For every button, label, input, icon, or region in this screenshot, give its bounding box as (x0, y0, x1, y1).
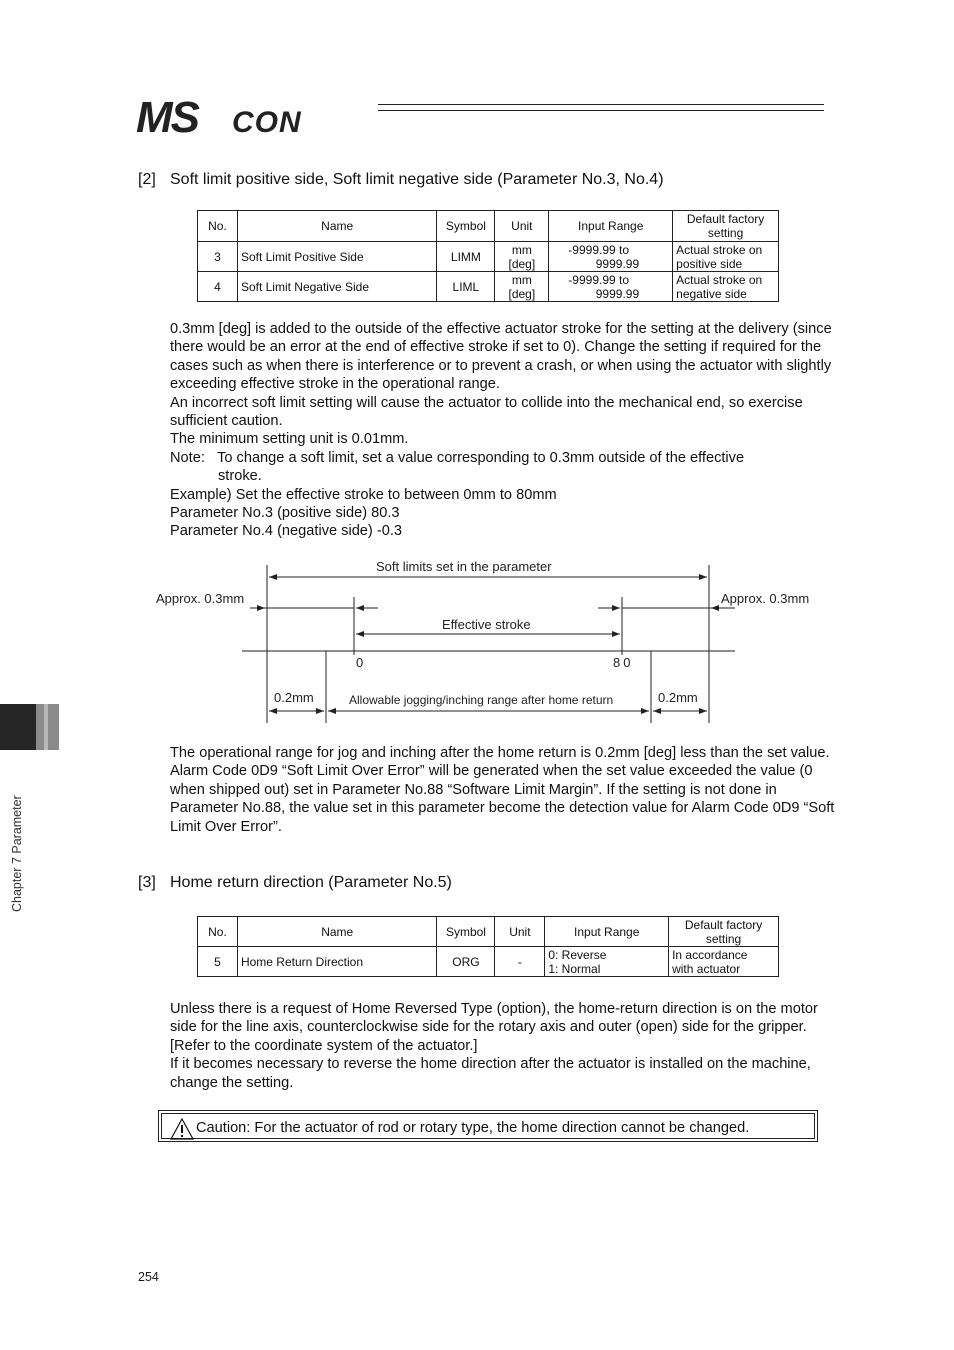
soft-limit-table (197, 210, 779, 302)
header-input-range: Input Range (545, 917, 669, 947)
section-2-after-body (170, 744, 846, 836)
cell-default (673, 272, 779, 302)
header-unit: Unit (495, 917, 545, 947)
caution-inner-border (161, 1113, 815, 1139)
cell-unit: - (495, 947, 545, 977)
mscon-logo (136, 94, 376, 140)
cell-range (549, 272, 673, 302)
default-line-1: Actual stroke on (676, 272, 763, 287)
header-name: Name (237, 917, 437, 947)
header-symbol: Symbol (437, 211, 495, 242)
default-line-1: In accordance (672, 947, 748, 962)
header-default: Default factory setting (673, 211, 779, 242)
paragraph: Alarm Code 0D9 “Soft Limit Over Error” will be generated when the set value exceeded the value (0 when shipped out) set in Parameter No.88 “Software Limit Margin”. If the setting is not done in Parameter No.88, the value set in this parameter become the detection value for Alarm Code 0D9 “Soft Limit Over Error”. (170, 763, 835, 835)
header-symbol: Symbol (437, 917, 495, 947)
default-line-1: Actual stroke on (676, 242, 763, 257)
range-line-1: -9999.99 to (568, 272, 630, 287)
page-number: 254 (138, 1270, 159, 1284)
default-line-2: positive side (676, 256, 743, 271)
logo-ms: MS (136, 94, 198, 140)
left-margin-label: 0.2mm (274, 690, 314, 705)
example-line: Example) Set the effective stroke to between 0mm to 80mm (170, 486, 557, 503)
section-2-heading (138, 171, 664, 189)
range-line-2: 9999.99 (595, 286, 640, 301)
section-3-body (170, 1000, 846, 1092)
logo-con: CON (232, 106, 302, 139)
cell-no: 4 (198, 272, 238, 302)
cell-no: 3 (198, 242, 238, 272)
soft-limit-diagram (150, 555, 830, 730)
table-row (198, 242, 779, 272)
section-2-body (170, 320, 846, 541)
note-continuation: stroke. (218, 468, 262, 485)
approx-right-label: Approx. 0.3mm (721, 591, 810, 606)
approx-left-label: Approx. 0.3mm (156, 591, 245, 606)
cell-symbol: LIMM (437, 242, 495, 272)
paragraph: If it becomes necessary to reverse the home direction after the actuator is installed on the machine, change the setting. (170, 1056, 811, 1091)
chapter-tab-block (0, 704, 36, 750)
table-row (198, 272, 779, 302)
section-3-heading (138, 874, 452, 892)
table-header-row (198, 917, 779, 947)
cell-name: Soft Limit Positive Side (237, 242, 436, 272)
header-rule (378, 104, 824, 116)
chapter-label (6, 764, 30, 914)
header-unit: Unit (495, 211, 549, 242)
paragraph: An incorrect soft limit setting will cause the actuator to collide into the mechanical end, so exercise sufficient caution. (170, 394, 803, 430)
note-text: To change a soft limit, set a value corresponding to 0.3mm outside of the effective (217, 449, 745, 466)
chapter-label-text: Chapter 7 Parameter (10, 795, 24, 912)
cell-unit: mm [deg] (495, 272, 549, 302)
home-return-table (197, 916, 779, 977)
cell-range (545, 947, 669, 977)
note-label: Note: (170, 449, 205, 466)
cell-symbol: LIML (437, 272, 495, 302)
zero-label: 0 (356, 655, 364, 670)
range-line-2: 1: Normal (548, 961, 601, 976)
range-line-1: 0: Reverse (548, 947, 607, 962)
cell-range (549, 242, 673, 272)
cell-default (669, 947, 779, 977)
jog-range-label: Allowable jogging/inching range after home return (349, 693, 614, 707)
paragraph: The minimum setting unit is 0.01mm. (170, 431, 409, 448)
range-line-1: -9999.99 to (568, 242, 630, 257)
paragraph: The operational range for jog and inching after the home return is 0.2mm [deg] less than the set value. (170, 745, 830, 761)
section-title: Soft limit positive side, Soft limit negative side (Parameter No.3, No.4) (170, 171, 664, 188)
right-margin-label: 0.2mm (658, 690, 698, 705)
effective-stroke-label: Effective stroke (442, 617, 531, 632)
soft-limits-label: Soft limits set in the parameter (376, 559, 552, 574)
section-number: [3] (138, 874, 156, 891)
caution-text: Caution: For the actuator of rod or rotary type, the home direction cannot be changed. (196, 1120, 750, 1136)
cell-unit: mm [deg] (495, 242, 549, 272)
table-header-row (198, 211, 779, 242)
cell-name: Home Return Direction (237, 947, 437, 977)
example-line: Parameter No.3 (positive side) 80.3 (170, 505, 400, 522)
header-name: Name (237, 211, 436, 242)
default-line-2: negative side (676, 286, 747, 301)
warning-triangle-icon (170, 1118, 194, 1140)
section-number: [2] (138, 171, 156, 188)
cell-no: 5 (198, 947, 238, 977)
cell-default (673, 242, 779, 272)
cell-symbol: ORG (437, 947, 495, 977)
header-default: Default factory setting (669, 917, 779, 947)
header-input-range: Input Range (549, 211, 673, 242)
caution-box (158, 1110, 818, 1142)
range-line-2: 9999.99 (595, 256, 640, 271)
chapter-tab-stripe (44, 704, 48, 750)
table-row (198, 947, 779, 977)
header-no: No. (198, 211, 238, 242)
example-line: Parameter No.4 (negative side) -0.3 (170, 523, 402, 540)
header-no: No. (198, 917, 238, 947)
section-title: Home return direction (Parameter No.5) (170, 874, 452, 891)
note (170, 449, 846, 467)
default-line-2: with actuator (672, 961, 741, 976)
cell-name: Soft Limit Negative Side (237, 272, 436, 302)
paragraph: Unless there is a request of Home Reversed Type (option), the home-return direction is on the motor side for the line axis, counterclockwise side for the rotary axis and outer (open) side for the gripper. [Refer to the coordinate system of the actuator.] (170, 1001, 818, 1054)
paragraph: 0.3mm [deg] is added to the outside of the effective actuator stroke for the setting at the delivery (since there would be an error at the end of effective stroke if set to 0). Change the setting if required for the cases such as when there is interference or to prevent a crash, or when using the actuator with slightly exceeding effective stroke in the operational range. (170, 321, 832, 393)
eighty-label: 80 (613, 655, 634, 670)
